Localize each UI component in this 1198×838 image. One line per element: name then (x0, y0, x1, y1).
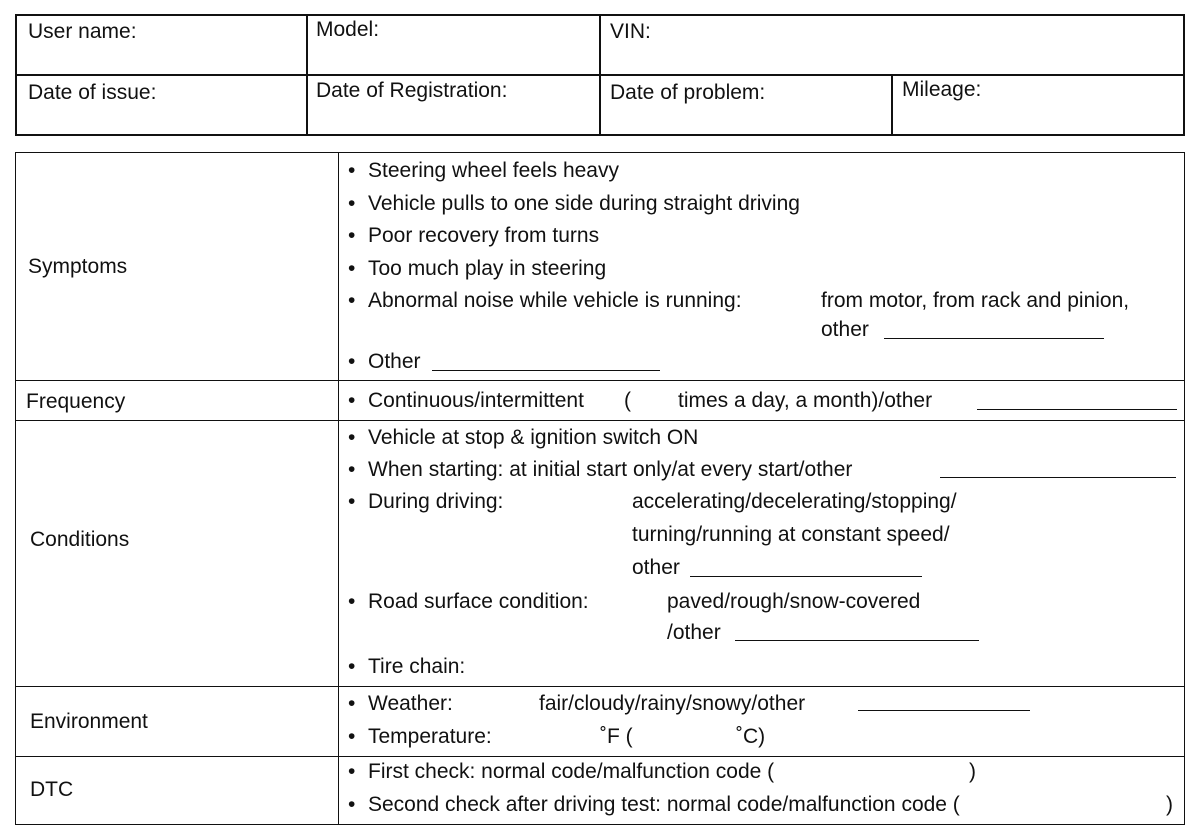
vin-label: VIN: (610, 20, 651, 43)
symptoms-label: Symptoms (28, 255, 128, 278)
condition-stop: • Vehicle at stop & ignition switch ON (368, 426, 698, 450)
driving-options-line2: turning/running at constant speed/ (632, 523, 950, 546)
row-divider-environment (15, 756, 1185, 757)
dtc-second-close: ) (1166, 793, 1173, 816)
dtc-first-check: • First check: normal code/malfunction code ( (368, 760, 774, 784)
frequency-paren: ( (624, 389, 631, 412)
noise-options: from motor, from rack and pinion, (821, 289, 1130, 312)
dtc-second-check: • Second check after driving test: normal code/malfunction code ( (368, 793, 960, 817)
frequency-other-blank (977, 409, 1177, 410)
driving-other-blank (690, 576, 922, 577)
row-divider-conditions (15, 686, 1185, 687)
weather-options: fair/cloudy/rainy/snowy/other (539, 692, 806, 715)
condition-tire-chain: • Tire chain: (368, 655, 465, 679)
noise-other-label: other (821, 318, 869, 341)
road-other-label: /other (667, 621, 721, 644)
dtc-label: DTC (30, 778, 74, 801)
temperature-fahrenheit: ˚F ( (600, 725, 633, 748)
dtc-first-close: ) (969, 760, 976, 783)
header-col-divider-1 (306, 14, 308, 136)
symptom-item: • Abnormal noise while vehicle is running: (368, 289, 742, 313)
road-options-line1: paved/rough/snow-covered (667, 590, 921, 613)
date-of-registration-label: Date of Registration: (316, 79, 508, 102)
temperature-label: • Temperature: (368, 725, 492, 749)
condition-starting: • When starting: at initial start only/at every start/other (368, 458, 852, 482)
symptom-item: • Steering wheel feels heavy (368, 159, 619, 183)
condition-driving-label: • During driving: (368, 490, 503, 514)
row-divider-frequency (15, 420, 1185, 421)
noise-other-blank (884, 338, 1104, 339)
user-name-label: User name: (28, 20, 137, 43)
frequency-label: Frequency (26, 390, 126, 413)
row-divider-symptoms (15, 380, 1185, 381)
driving-other-label: other (632, 556, 680, 579)
symptom-other-label: • Other (368, 350, 421, 374)
environment-label: Environment (30, 710, 148, 733)
symptom-item: • Too much play in steering (368, 257, 606, 281)
conditions-label: Conditions (30, 528, 130, 551)
symptom-item: • Poor recovery from turns (368, 224, 599, 248)
weather-other-blank (858, 710, 1030, 711)
header-col-divider-3 (891, 74, 893, 136)
header-col-divider-2 (599, 14, 601, 136)
weather-label: • Weather: (368, 692, 453, 716)
main-table-col-divider (338, 152, 339, 825)
date-of-issue-label: Date of issue: (28, 81, 157, 104)
driving-options-line1: accelerating/decelerating/stopping/ (632, 490, 957, 513)
frequency-times: times a day, a month)/other (678, 389, 933, 412)
road-other-blank (735, 640, 979, 641)
symptom-item: • Vehicle pulls to one side during straight driving (368, 192, 800, 216)
date-of-problem-label: Date of problem: (610, 81, 766, 104)
frequency-continuous: • Continuous/intermittent (368, 389, 584, 413)
model-label: Model: (316, 18, 380, 41)
temperature-celsius: ˚C) (736, 725, 766, 748)
starting-other-blank (940, 477, 1176, 478)
symptom-other-blank (432, 370, 660, 371)
condition-road-label: • Road surface condition: (368, 590, 589, 614)
mileage-label: Mileage: (902, 78, 982, 101)
